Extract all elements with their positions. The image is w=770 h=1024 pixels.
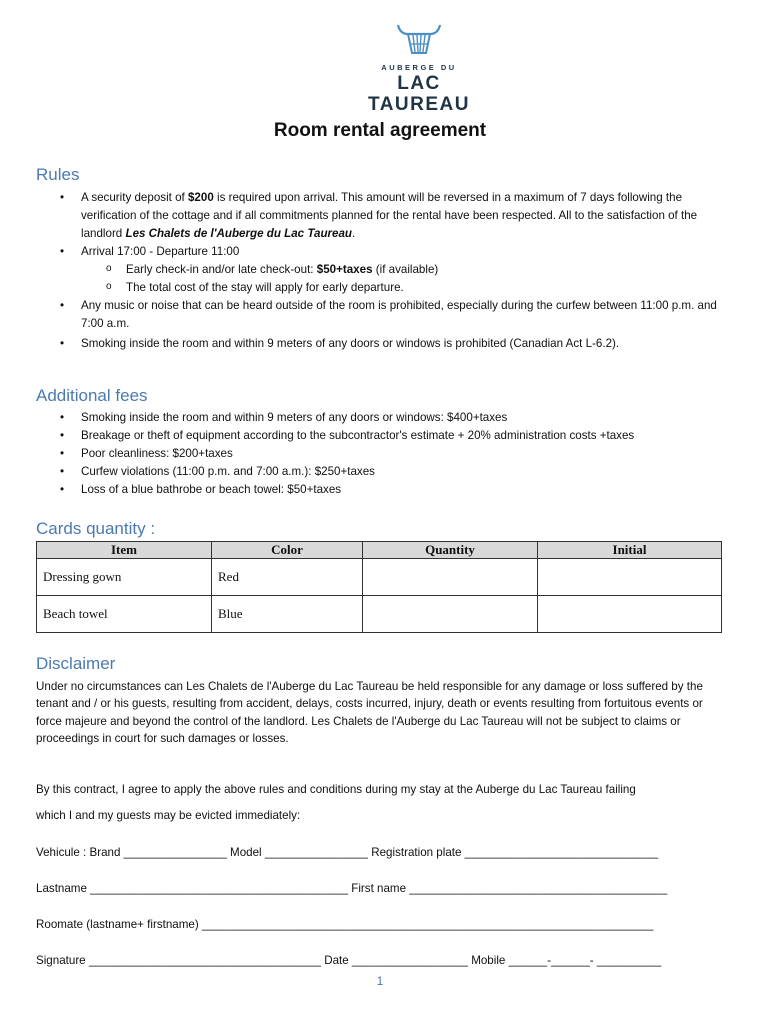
fee-item: • Smoking inside the room and within 9 meters of any doors or windows: $400+taxes — [36, 409, 724, 427]
fee-item: • Poor cleanliness: $200+taxes — [36, 445, 724, 463]
rule-early-departure: o The total cost of the stay will apply for early departure. — [36, 279, 724, 297]
table-header-row — [37, 542, 722, 559]
bull-logo-icon — [396, 22, 442, 58]
page-number: 1 — [376, 974, 384, 988]
logo — [344, 22, 494, 115]
early-checkin-amount: $50+taxes — [316, 262, 373, 276]
col-item: Item — [37, 542, 212, 559]
cards-table — [36, 541, 722, 633]
col-quantity: Quantity — [363, 542, 538, 559]
col-color: Color — [212, 542, 363, 559]
cell-item: Dressing gown — [37, 559, 212, 596]
contract-line-1: By this contract, I agree to apply the above rules and conditions during my stay at the Auberge du Lac Taureau failing — [36, 783, 636, 796]
cell-quantity[interactable] — [363, 596, 538, 633]
vehicle-field[interactable]: Vehicule : Brand ________________ Model ________________ Registration plate ______________________________ — [36, 846, 659, 859]
rule-deposit: • A security deposit of $200 is required upon arrival. This amount will be reversed in a maximum of 7 days following the verification of the cottage and if all commitments planned for the rental have been respected. All to the satisfaction of the landlord Les Chalets de l'Auberge du Lac Taureau. — [36, 189, 724, 243]
cell-initial[interactable] — [538, 559, 722, 596]
fee-item: • Loss of a blue bathrobe or beach towel: $50+taxes — [36, 481, 724, 499]
rule-early-checkin: o Early check-in and/or late check-out: $50+taxes (if available) — [36, 261, 724, 279]
deposit-amount: $200 — [187, 191, 214, 204]
table-row — [37, 596, 722, 633]
rules-list — [36, 189, 724, 353]
col-initial: Initial — [538, 542, 722, 559]
table-row — [37, 559, 722, 596]
logo-name: LAC TAUREAU — [368, 72, 470, 115]
cell-color: Blue — [212, 596, 363, 633]
cell-quantity[interactable] — [363, 559, 538, 596]
landlord-name: Les Chalets de l'Auberge du Lac Taureau — [125, 226, 353, 240]
cell-color: Red — [212, 559, 363, 596]
fee-item: • Breakage or theft of equipment according to the subcontractor's estimate + 20% administration costs +taxes — [36, 427, 724, 445]
disclaimer-heading: Disclaimer — [36, 654, 116, 673]
cell-initial[interactable] — [538, 596, 722, 633]
page-title: Room rental agreement — [273, 120, 487, 141]
disclaimer-text: Under no circumstances can Les Chalets de l'Auberge du Lac Taureau be held responsible for any damage or loss suffered by the tenant and / or his guests, resulting from accident, delays, costs incurred, injury, death or events resulting from fortuitous events or force majeure and beyond the control of the landlord. Les Chalets de l'Auberge du Lac Taureau will not be subject to claims or proceedings in court for such damages or losses. — [36, 680, 703, 746]
contract-line-2: which I and my guests may be evicted immediately: — [36, 809, 301, 822]
roommate-field[interactable]: Roomate (lastname+ firstname) ______________________________________________________________________ — [36, 918, 654, 931]
cards-heading: Cards quantity : — [36, 519, 156, 538]
fees-list — [36, 409, 724, 499]
rule-smoking: • Smoking inside the room and within 9 meters of any doors or windows is prohibited (Canadian Act L-6.2). — [36, 335, 724, 353]
signature-field[interactable]: Signature ____________________________________ Date __________________ Mobile ______-______- __________ — [36, 954, 662, 967]
fee-item: • Curfew violations (11:00 p.m. and 7:00 a.m.): $250+taxes — [36, 463, 724, 481]
name-field[interactable]: Lastname ________________________________________ First name ________________________________________ — [36, 882, 668, 895]
cell-item: Beach towel — [37, 596, 212, 633]
rules-heading: Rules — [36, 165, 80, 184]
rule-arrival: • Arrival 17:00 - Departure 11:00 — [36, 243, 724, 261]
rule-music: • Any music or noise that can be heard outside of the room is prohibited, especially during the curfew between 11:00 p.m. and 7:00 a.m. — [36, 297, 724, 333]
logo-subtitle: AUBERGE DU — [381, 63, 457, 72]
fees-heading: Additional fees — [36, 386, 148, 405]
